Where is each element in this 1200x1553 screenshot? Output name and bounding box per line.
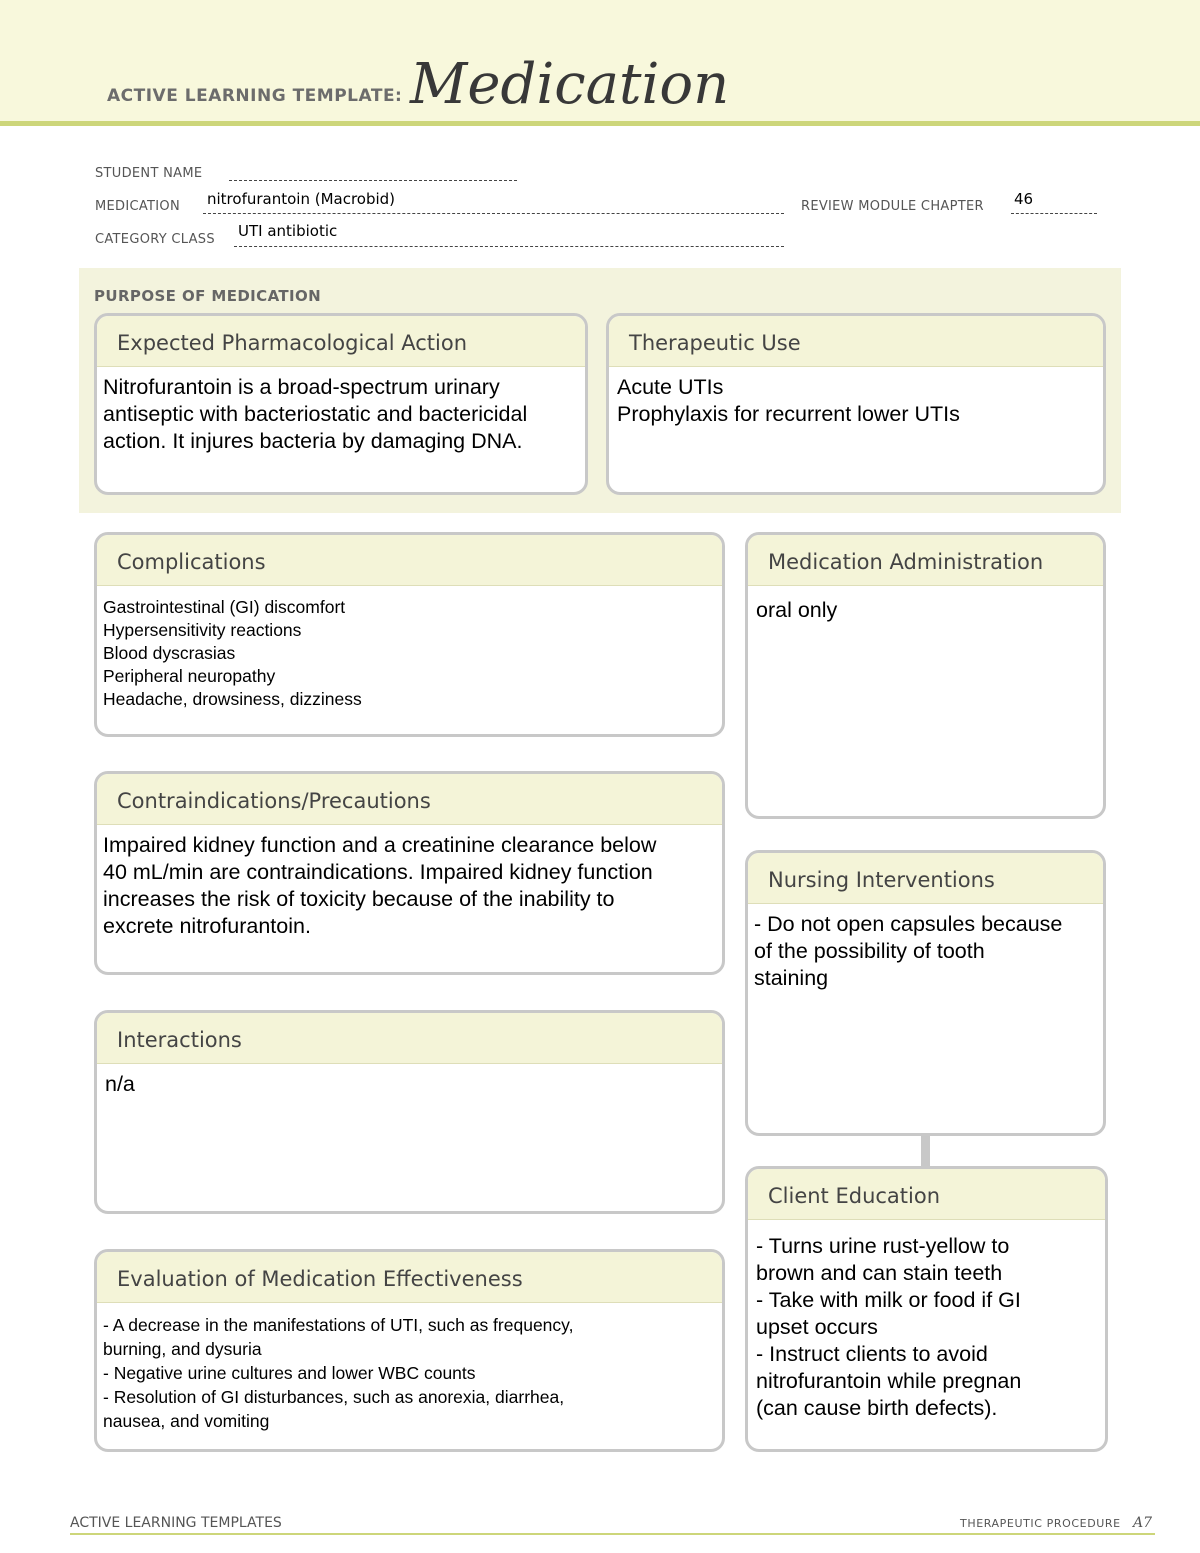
evaluation-box[interactable] [94, 1249, 725, 1452]
complications-title: Complications [97, 535, 722, 586]
nursing-interventions-title: Nursing Interventions [748, 853, 1103, 904]
footer-left-label: ACTIVE LEARNING TEMPLATES [70, 1515, 282, 1531]
therapeutic-use-title: Therapeutic Use [609, 316, 1103, 367]
expected-action-box[interactable] [94, 313, 588, 495]
category-class-field[interactable] [234, 246, 784, 247]
therapeutic-use-box[interactable] [606, 313, 1106, 495]
client-education-box[interactable] [745, 1166, 1108, 1452]
student-name-label: STUDENT NAME [95, 166, 203, 181]
footer-right-label: THERAPEUTIC PROCEDURE [960, 1517, 1121, 1530]
therapeutic-use-body: Acute UTIs Prophylaxis for recurrent lower UTIs [617, 375, 960, 426]
template-label: ACTIVE LEARNING TEMPLATE: [107, 86, 403, 106]
review-module-label: REVIEW MODULE CHAPTER [801, 199, 984, 214]
medication-administration-body: oral only [756, 598, 838, 622]
nursing-interventions-box[interactable] [745, 850, 1106, 1136]
interactions-box[interactable] [94, 1010, 725, 1214]
footer-page-number: A7 [1133, 1515, 1153, 1531]
expected-action-title: Expected Pharmacological Action [97, 316, 585, 367]
interactions-body: n/a [105, 1072, 135, 1096]
footer-rule [70, 1533, 1155, 1535]
review-module-value: 46 [1014, 190, 1034, 208]
evaluation-body: - A decrease in the manifestations of UTI, such as frequency, burning, and dysuria - Negative urine cultures and lower WBC counts - Resolution of GI disturbances, such as anorexia, diarrhea, nausea, and vomiting [103, 1315, 574, 1431]
medication-administration-title: Medication Administration [748, 535, 1103, 586]
contraindications-body: Impaired kidney function and a creatinine clearance below 40 mL/min are contraindications. Impaired kidney function increases the risk of toxicity because of the inability to excrete nitrofurantoin. [103, 833, 657, 938]
contraindications-title: Contraindications/Precautions [97, 774, 722, 825]
template-title: Medication [410, 52, 730, 117]
nursing-interventions-body: - Do not open capsules because of the possibility of tooth staining [754, 912, 1063, 990]
complications-body: Gastrointestinal (GI) discomfort Hypersensitivity reactions Blood dyscrasias Peripheral neuropathy Headache, drowsiness, dizziness [103, 597, 362, 709]
client-education-body: - Turns urine rust-yellow to brown and can stain teeth - Take with milk or food if GI upset occurs - Instruct clients to avoid nitrofurantoin while pregnan (can cause birth defects). [756, 1234, 1022, 1420]
connector-line [921, 1134, 930, 1166]
interactions-title: Interactions [97, 1013, 722, 1064]
student-name-field[interactable] [229, 180, 517, 181]
contraindications-box[interactable] [94, 771, 725, 975]
complications-box[interactable] [94, 532, 725, 737]
category-class-value: UTI antibiotic [238, 222, 338, 240]
medication-field[interactable] [203, 213, 784, 214]
client-education-title: Client Education [748, 1169, 1105, 1220]
header-rule [0, 121, 1200, 126]
evaluation-title: Evaluation of Medication Effectiveness [97, 1252, 722, 1303]
medication-label: MEDICATION [95, 199, 180, 214]
medication-value: nitrofurantoin (Macrobid) [207, 190, 396, 208]
purpose-label: PURPOSE OF MEDICATION [94, 287, 322, 305]
medication-administration-box[interactable] [745, 532, 1106, 819]
category-class-label: CATEGORY CLASS [95, 232, 215, 247]
review-module-field[interactable] [1011, 213, 1097, 214]
expected-action-body: Nitrofurantoin is a broad-spectrum urinary antiseptic with bacteriostatic and bactericidal action. It injures bacteria by damaging DNA. [103, 375, 528, 453]
